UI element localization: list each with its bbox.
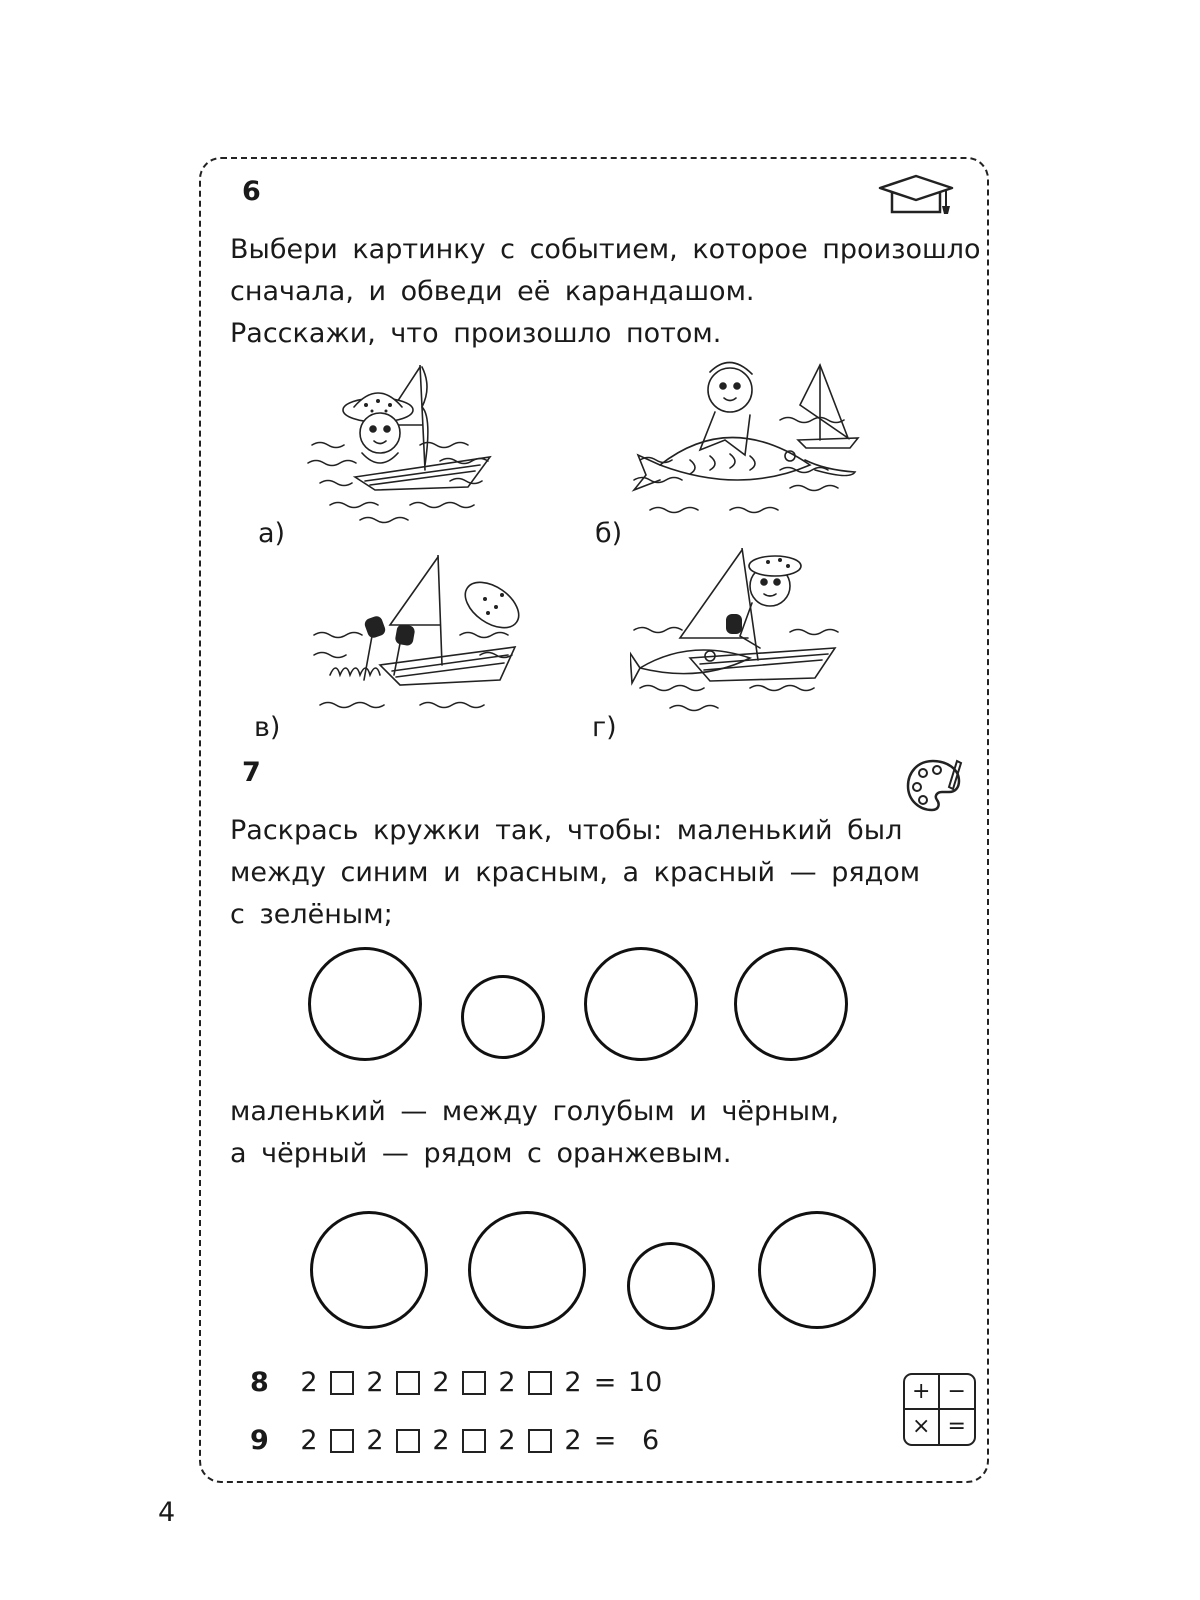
operand: 2 [564,1367,582,1398]
task7-text-line: а чёрный — рядом с оранжевым. [230,1138,732,1169]
task6-text-line: Выбери картинку с событием, которое произошло [230,234,981,265]
math-operations-icon [903,1373,976,1446]
operator-box[interactable] [462,1429,486,1453]
coloring-circle-small[interactable] [627,1242,715,1330]
task7-instructions-1 [230,810,920,936]
minus-symbol: − [940,1375,975,1410]
task7-text-line: маленький — между голубым и чёрным, [230,1096,840,1127]
task6-text-line: Расскажи, что произошло потом. [230,318,722,349]
fish-catches-boy-picture[interactable] [630,548,855,728]
operand: 2 [498,1367,516,1398]
task7-text-line: Раскрась кружки так, чтобы: маленький был [230,815,903,846]
picture-label-b: б) [595,518,623,549]
picture-label-a: а) [258,518,286,549]
coloring-circle-large[interactable] [758,1211,876,1329]
boy-falls-out-of-boat-picture[interactable] [310,555,525,725]
boy-riding-fish-picture[interactable] [630,360,865,535]
task6-text-line: сначала, и обведи её карандашом. [230,276,755,307]
picture-label-g: г) [592,712,617,743]
operand: 2 [432,1425,450,1456]
operator-box[interactable] [462,1371,486,1395]
equation-8 [296,1367,662,1398]
equals-symbol: = [947,1414,966,1440]
task6-instructions [230,229,980,355]
operator-box[interactable] [528,1429,552,1453]
equals-sign: = [593,1367,617,1398]
multiply-symbol: × [905,1410,940,1445]
operand: 2 [498,1425,516,1456]
coloring-circle-large[interactable] [468,1211,586,1329]
operand: 2 [366,1367,384,1398]
task7-text-line: между синим и красным, а красный — рядом [230,857,921,888]
coloring-circle-large[interactable] [734,947,848,1061]
coloring-circle-large[interactable] [308,947,422,1061]
page-number: 4 [158,1497,176,1528]
graduation-cap-icon [876,172,956,224]
coloring-circle-large[interactable] [310,1211,428,1329]
boy-in-boat-picture[interactable] [300,365,515,535]
operator-box[interactable] [330,1371,354,1395]
operand: 2 [366,1425,384,1456]
task-number-6: 6 [242,176,261,207]
task7-instructions-2 [230,1091,839,1175]
equals-sign: = [593,1425,617,1456]
palette-icon [905,757,963,815]
task-number-8: 8 [250,1367,269,1398]
equation-result: 6 [642,1425,660,1456]
plus-symbol: + [905,1375,940,1410]
operand: 2 [300,1367,318,1398]
picture-label-v: в) [254,712,281,743]
operand: 2 [432,1367,450,1398]
task-number-9: 9 [250,1425,269,1456]
operator-box[interactable] [330,1429,354,1453]
operator-box[interactable] [396,1371,420,1395]
equation-result: 10 [628,1367,663,1398]
equation-9 [296,1425,659,1456]
coloring-circle-small[interactable] [461,975,545,1059]
task7-text-line: с зелёным; [230,899,393,930]
operator-box[interactable] [396,1429,420,1453]
task-number-7: 7 [242,757,261,788]
coloring-circle-large[interactable] [584,947,698,1061]
operand: 2 [564,1425,582,1456]
operator-box[interactable] [528,1371,552,1395]
operand: 2 [300,1425,318,1456]
